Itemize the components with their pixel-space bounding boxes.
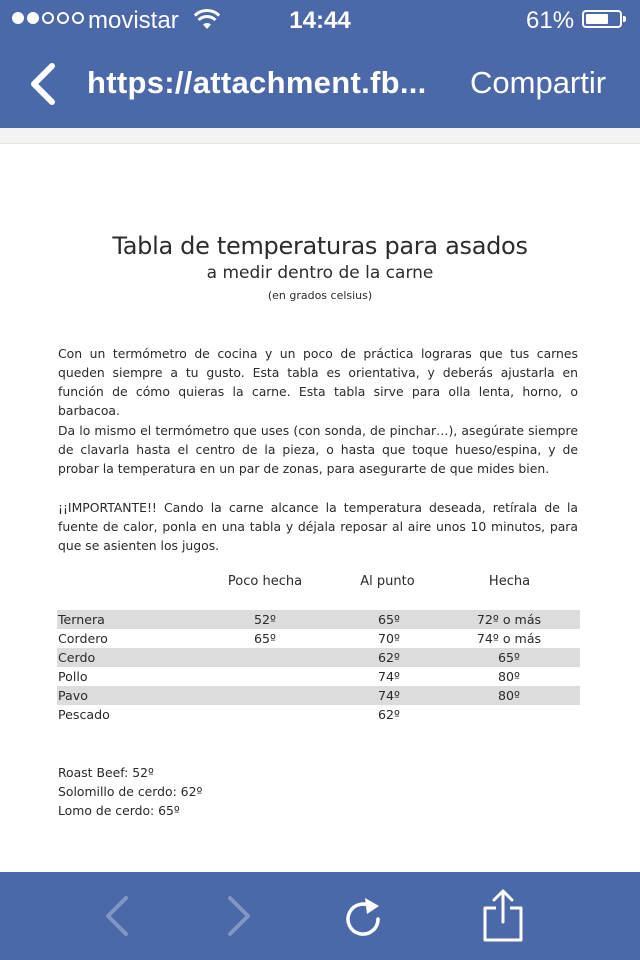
meat-name: Pavo — [58, 688, 88, 703]
back-arrow-icon[interactable] — [102, 894, 132, 938]
table-row — [57, 629, 580, 648]
done-temp: 80º — [498, 669, 520, 684]
clock: 14:44 — [289, 7, 351, 34]
rare-temp: 65º — [254, 631, 276, 646]
carrier-name: movistar — [88, 7, 179, 34]
meat-name: Cerdo — [58, 650, 96, 665]
top-bar — [0, 0, 640, 128]
document-viewer[interactable] — [0, 144, 640, 872]
document-subtitle: a medir dentro de la carne — [206, 263, 434, 283]
page-url: https://attachment.fb... — [87, 65, 427, 100]
meat-name: Pescado — [58, 707, 110, 722]
document-title: Tabla de temperaturas para asados — [112, 232, 528, 260]
done-temp: 74º o más — [476, 631, 542, 646]
done-temp: 65º — [498, 650, 520, 665]
content-divider — [0, 128, 640, 144]
table-row — [57, 667, 580, 686]
unit-note: (en grados celsius) — [267, 289, 373, 302]
note-lomo: Lomo de cerdo: 65º — [58, 803, 180, 818]
table-row — [57, 686, 580, 705]
share-button[interactable]: Compartir — [470, 65, 607, 100]
meat-name: Pollo — [58, 669, 88, 684]
status-bar — [0, 0, 640, 40]
bottom-toolbar — [0, 872, 640, 960]
paragraph-important: ¡¡IMPORTANTE!! Cando la carne alcance la temperatura deseada, retírala de la fuente de calor, ponla en una tabla y déjala reposar al aire unos 10 minutos, para que se asienten los jugos. — [58, 500, 578, 553]
medium-temp: 74º — [378, 688, 400, 703]
battery-percentage: 61% — [526, 7, 575, 34]
medium-temp: 62º — [378, 650, 400, 665]
back-chevron-icon[interactable] — [24, 62, 64, 106]
table-row — [57, 648, 580, 667]
medium-temp: 62º — [378, 707, 400, 722]
note-roast-beef: Roast Beef: 52º — [58, 765, 154, 780]
forward-arrow-icon[interactable] — [224, 894, 254, 938]
battery-icon — [582, 10, 622, 28]
meat-name: Cordero — [58, 631, 108, 646]
medium-temp: 65º — [378, 612, 400, 627]
done-temp: 80º — [498, 688, 520, 703]
table-row — [57, 610, 580, 629]
reload-icon[interactable] — [343, 894, 385, 940]
column-header-rare: Poco hecha — [227, 574, 303, 589]
medium-temp: 74º — [378, 669, 400, 684]
meat-name: Ternera — [58, 612, 105, 627]
column-header-done: Hecha — [488, 574, 531, 589]
table-row — [57, 705, 580, 724]
medium-temp: 70º — [378, 631, 400, 646]
note-solomillo: Solomillo de cerdo: 62º — [58, 784, 203, 799]
share-icon[interactable] — [482, 888, 524, 944]
paragraph-intro: Con un termómetro de cocina y un poco de práctica lograras que tus carnes queden siempre a tu gusto. Esta tabla es orientativa, y deberás ajustarla en función de cómo quieras la carne. Esta tabla sirve para olla lenta, horno, o barbacoa. — [58, 346, 578, 418]
done-temp: 72º o más — [476, 612, 542, 627]
column-header-medium: Al punto — [360, 574, 415, 589]
rare-temp: 52º — [254, 612, 276, 627]
paragraph-thermometer: Da lo mismo el termómetro que uses (con sonda, de pinchar…), asegúrate siempre de clavarla hasta el centro de la pieza, o hasta que toque hueso/espina, y de probar la temperatura en un par de zonas, para asegurarte de que mides bien. — [58, 423, 578, 476]
